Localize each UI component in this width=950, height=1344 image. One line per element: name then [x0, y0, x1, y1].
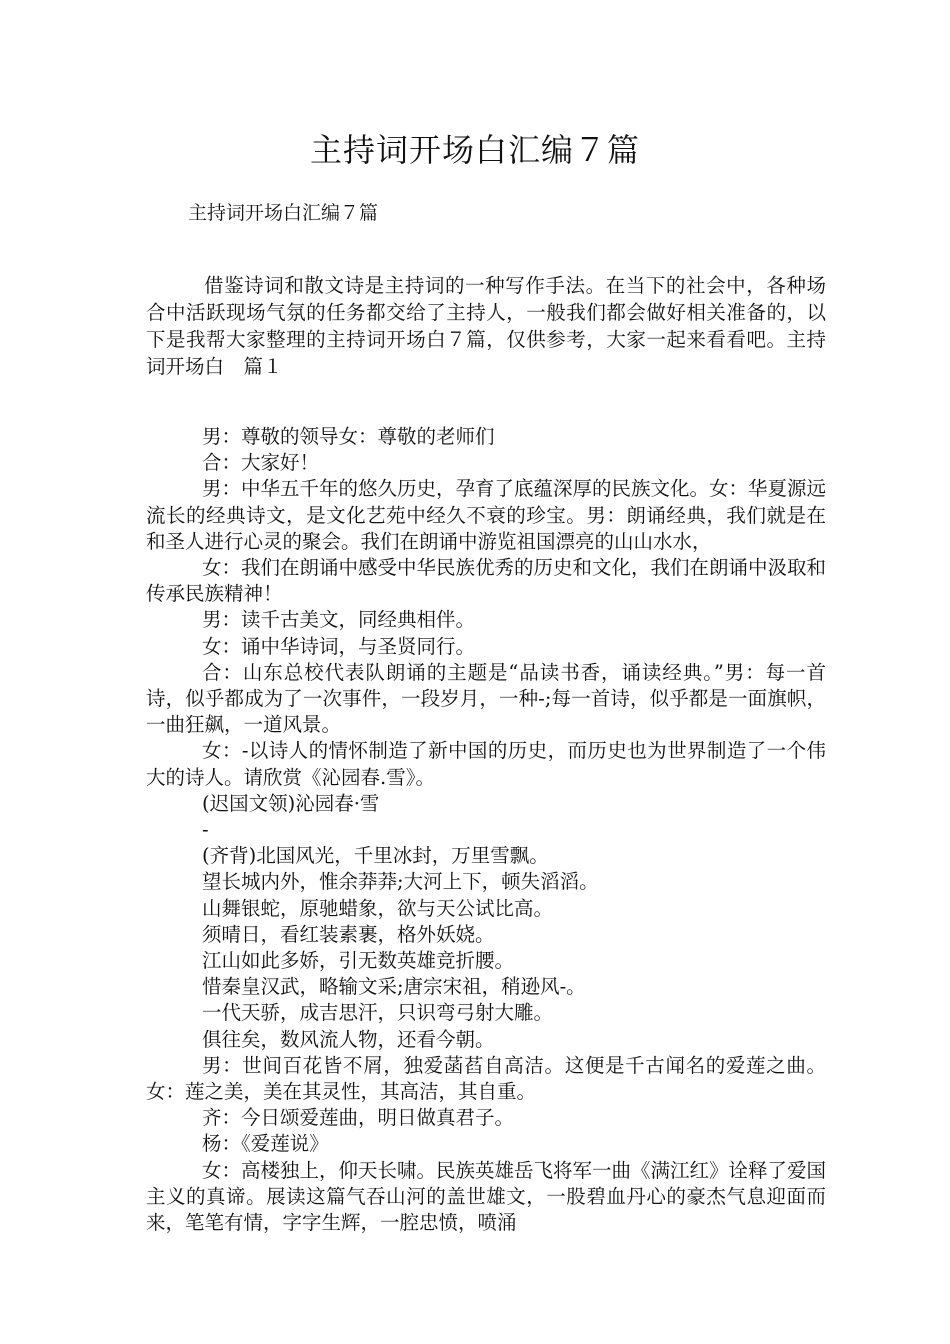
body-paragraph: 须晴日，看红装素裹，格外妖娆。 [202, 922, 495, 946]
body-paragraph: 合：大家好！ [202, 451, 320, 475]
body-paragraph: 合：山东总校代表队朗诵的主题是“品读书香，诵读经典。”男：每一首诗，似乎都成为了一次事件，一段岁月，一种-;每一首诗，似乎都是一面旗帜，一曲狂飙，一道风景。 [146, 660, 826, 737]
body-paragraph: 山舞银蛇，原驰蜡象，欲与天公试比高。 [202, 896, 554, 920]
body-paragraph: (齐背)北国风光，千里冰封，万里雪飘。 [202, 844, 549, 868]
body-paragraph: 望长城内外，惟余莽莽;大河上下，顿失滔滔。 [202, 870, 599, 894]
document-subtitle: 主持词开场白汇编７篇 [188, 202, 379, 224]
body-paragraph: 俱往矣，数风流人物，还看今朝。 [202, 1027, 495, 1051]
body-paragraph: 男：尊敬的领导女：尊敬的老师们 [202, 425, 495, 448]
body-paragraph: 一代天骄，成吉思汗，只识弯弓射大雕。 [202, 1001, 554, 1025]
body-paragraph: 男：读千古美文，同经典相伴。 [202, 608, 476, 632]
body-paragraph: (迟国文领)沁园春·雪 [202, 791, 380, 815]
body-paragraph: 男：中华五千年的悠久历史，孕育了底蕴深厚的民族文化。女：华夏源远流长的经典诗文，是文化艺苑中经久不衰的珍宝。男：朗诵经典，我们就是在和圣人进行心灵的聚会。我们在朗诵中游览祖国漂亮的山山水水， [146, 477, 827, 553]
body-paragraph: 江山如此多娇，引无数英雄竞折腰。 [202, 949, 515, 973]
body-paragraph: 女：高楼独上，仰天长啸。民族英雄岳飞将军一曲《满江红》诠释了爱国主义的真谛。展读这篇气吞山河的盖世雄文，一股碧血丹心的豪杰气息迎面而来，笔笔有情，字字生辉，一腔忠愤，喷涌 [146, 1158, 827, 1235]
body-paragraph: 齐：今日颂爱莲曲，明日做真君子。 [202, 1106, 515, 1130]
body-paragraph: 女：我们在朗诵中感受中华民族优秀的历史和文化，我们在朗诵中汲取和传承民族精神！ [146, 556, 827, 606]
document-title: 主持词开场白汇编７篇 [309, 131, 640, 169]
intro-paragraph: 借鉴诗词和散文诗是主持词的一种写作手法。在当下的社会中，各种场合中活跃现场气氛的任务都交给了主持人，一般我们都会做好相关准备的，以下是我帮大家整理的主持词开场白７篇，仅供参考，大家一起来看看吧。主持词开场白 篇１ [146, 274, 826, 378]
body-paragraph: 杨：《爱莲说》 [202, 1132, 329, 1156]
body-paragraph: 女：诵中华诗词，与圣贤同行。 [202, 634, 476, 658]
body-paragraph: 男：世间百花皆不屑，独爱菡萏自高洁。这便是千古闻名的爱莲之曲。女：莲之美，美在其灵性，其高洁，其自重。 [146, 1053, 826, 1104]
body-paragraph: - [202, 818, 209, 842]
body-paragraph: 惜秦皇汉武，略输文采;唐宗宋祖，稍逊风-。 [202, 975, 586, 999]
body-text [146, 424, 826, 1236]
body-paragraph: 女：-以诗人的情怀制造了新中国的历史，而历史也为世界制造了一个伟大的诗人。请欣赏《沁园春.雪》。 [146, 739, 826, 789]
